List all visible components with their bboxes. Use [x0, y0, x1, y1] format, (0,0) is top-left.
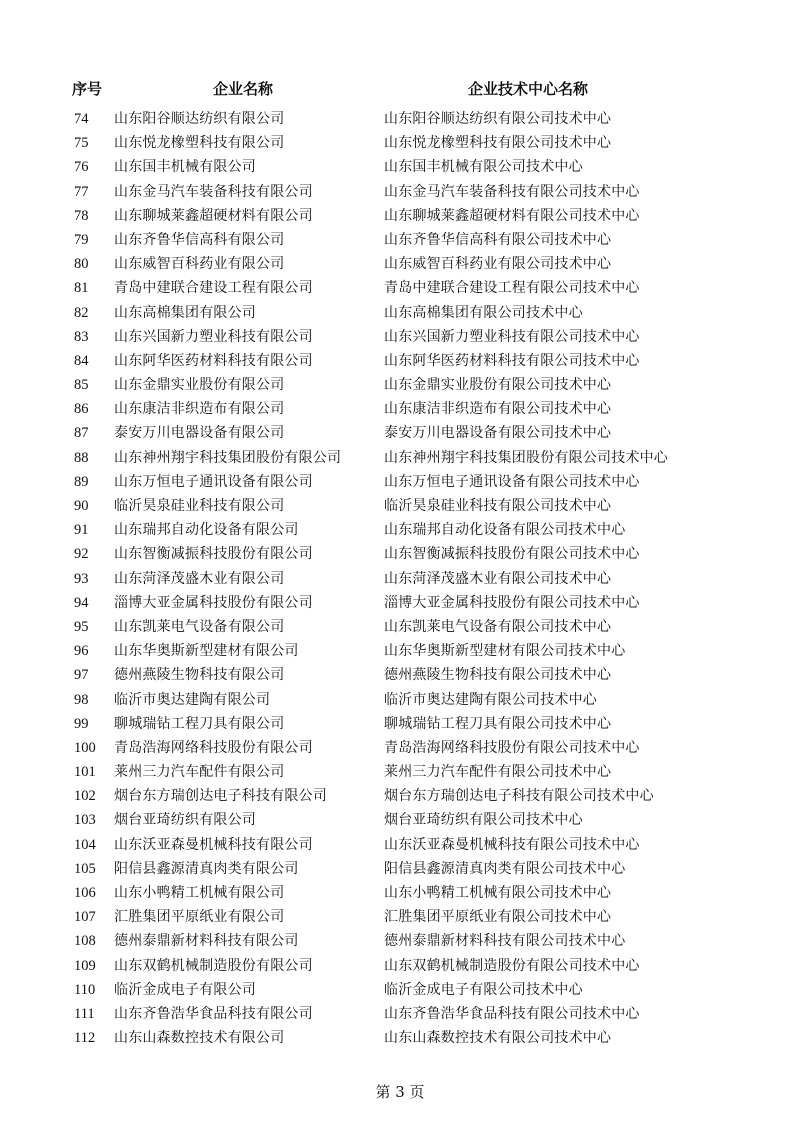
row-company-name: 烟台亚琦纺织有限公司	[114, 812, 256, 829]
table-row	[0, 712, 800, 736]
row-tech-center-name: 聊城瑞钻工程刀具有限公司技术中心	[384, 715, 612, 732]
table-row	[0, 397, 800, 421]
header-company-name: 企业名称	[213, 80, 274, 98]
table-row	[0, 325, 800, 349]
table-row	[0, 1002, 800, 1026]
row-company-name: 山东金马汽车装备科技有限公司	[114, 183, 313, 200]
row-tech-center-name: 临沂金成电子有限公司技术中心	[384, 981, 583, 998]
row-serial-number: 110	[74, 981, 96, 998]
row-serial-number: 84	[74, 352, 89, 369]
row-tech-center-name: 山东华奥斯新型建材有限公司技术中心	[384, 643, 626, 660]
row-tech-center-name: 临沂市奥达建陶有限公司技术中心	[384, 691, 597, 708]
row-tech-center-name: 山东悦龙橡塑科技有限公司技术中心	[384, 135, 612, 152]
row-tech-center-name: 汇胜集团平原纸业有限公司技术中心	[384, 909, 612, 926]
row-serial-number: 95	[74, 618, 89, 635]
table-row	[0, 494, 800, 518]
table-row	[0, 252, 800, 276]
row-company-name: 淄博大亚金属科技股份有限公司	[114, 594, 313, 611]
table-row	[0, 954, 800, 978]
row-serial-number: 79	[74, 231, 89, 248]
row-tech-center-name: 山东兴国新力塑业科技有限公司技术中心	[384, 328, 640, 345]
row-tech-center-name: 山东康洁非织造布有限公司技术中心	[384, 401, 612, 418]
table-header	[0, 78, 800, 102]
row-company-name: 山东康洁非织造布有限公司	[114, 401, 285, 418]
table-row	[0, 760, 800, 784]
row-serial-number: 98	[74, 691, 89, 708]
row-serial-number: 106	[74, 885, 96, 901]
row-company-name: 山东国丰机械有限公司	[114, 159, 256, 176]
row-company-name: 聊城瑞钻工程刀具有限公司	[114, 715, 285, 732]
header-serial-number: 序号	[72, 80, 103, 98]
row-company-name: 山东菏泽茂盛木业有限公司	[114, 570, 285, 587]
row-serial-number: 81	[74, 280, 89, 297]
row-company-name: 山东阿华医药材料科技有限公司	[114, 352, 313, 369]
row-company-name: 山东威智百科药业有限公司	[114, 256, 285, 273]
page-number: 第 3 页	[375, 1083, 425, 1101]
table-row	[0, 446, 800, 470]
row-serial-number: 82	[74, 304, 89, 321]
table-row	[0, 518, 800, 542]
table-row	[0, 470, 800, 494]
table-row	[0, 373, 800, 397]
row-tech-center-name: 山东小鸭精工机械有限公司技术中心	[384, 885, 612, 901]
row-company-name: 山东金鼎实业股份有限公司	[114, 377, 285, 394]
row-tech-center-name: 阳信县鑫源清真肉类有限公司技术中心	[384, 860, 626, 877]
table-row	[0, 615, 800, 639]
row-tech-center-name: 山东齐鲁华信高科有限公司技术中心	[384, 231, 612, 248]
row-serial-number: 75	[74, 135, 89, 152]
row-serial-number: 93	[74, 570, 89, 587]
table-row	[0, 663, 800, 687]
row-serial-number: 88	[74, 449, 89, 466]
row-tech-center-name: 山东神州翔宇科技集团股份有限公司技术中心	[384, 449, 668, 466]
row-serial-number: 78	[74, 207, 89, 224]
row-tech-center-name: 山东聊城莱鑫超硬材料有限公司技术中心	[384, 207, 640, 224]
row-serial-number: 87	[74, 425, 89, 442]
row-company-name: 山东沃亚森曼机械科技有限公司	[114, 836, 313, 853]
row-tech-center-name: 山东国丰机械有限公司技术中心	[384, 159, 583, 176]
table-row	[0, 784, 800, 808]
row-tech-center-name: 山东双鹤机械制造股份有限公司技术中心	[384, 957, 640, 974]
row-company-name: 山东聊城莱鑫超硬材料有限公司	[114, 207, 313, 224]
row-company-name: 山东神州翔宇科技集团股份有限公司	[114, 449, 342, 466]
row-tech-center-name: 山东金鼎实业股份有限公司技术中心	[384, 377, 612, 394]
row-serial-number: 102	[74, 788, 96, 805]
row-tech-center-name: 莱州三力汽车配件有限公司技术中心	[384, 764, 612, 781]
row-company-name: 山东万恒电子通讯设备有限公司	[114, 473, 313, 490]
table-row	[0, 808, 800, 832]
table-row	[0, 905, 800, 929]
row-company-name: 青岛中建联合建设工程有限公司	[114, 280, 313, 297]
row-tech-center-name: 山东凯莱电气设备有限公司技术中心	[384, 618, 612, 635]
row-serial-number: 101	[74, 764, 96, 781]
row-tech-center-name: 泰安万川电器设备有限公司技术中心	[384, 425, 612, 442]
row-company-name: 泰安万川电器设备有限公司	[114, 425, 285, 442]
row-serial-number: 74	[74, 111, 89, 127]
table-row	[0, 881, 800, 905]
row-company-name: 汇胜集团平原纸业有限公司	[114, 909, 285, 926]
row-tech-center-name: 烟台亚琦纺织有限公司技术中心	[384, 812, 583, 829]
row-tech-center-name: 青岛浩海网络科技股份有限公司技术中心	[384, 739, 640, 756]
row-company-name: 临沂金成电子有限公司	[114, 981, 256, 998]
row-tech-center-name: 山东智衡减振科技股份有限公司技术中心	[384, 546, 640, 563]
row-tech-center-name: 淄博大亚金属科技股份有限公司技术中心	[384, 594, 640, 611]
row-company-name: 德州燕陵生物科技有限公司	[114, 667, 285, 684]
row-company-name: 莱州三力汽车配件有限公司	[114, 764, 285, 781]
table-row	[0, 180, 800, 204]
row-company-name: 山东悦龙橡塑科技有限公司	[114, 135, 285, 152]
row-tech-center-name: 临沂昊泉硅业科技有限公司技术中心	[384, 498, 612, 514]
row-serial-number: 111	[74, 1005, 95, 1022]
row-serial-number: 91	[74, 522, 89, 539]
row-tech-center-name: 烟台东方瑞创达电子科技有限公司技术中心	[384, 788, 654, 805]
row-company-name: 青岛浩海网络科技股份有限公司	[114, 739, 313, 756]
row-tech-center-name: 山东菏泽茂盛木业有限公司技术中心	[384, 570, 612, 587]
row-company-name: 山东阳谷顺达纺织有限公司	[114, 111, 285, 127]
row-serial-number: 97	[74, 667, 89, 684]
row-serial-number: 76	[74, 159, 89, 176]
row-serial-number: 103	[74, 812, 96, 829]
row-company-name: 山东双鹤机械制造股份有限公司	[114, 957, 313, 974]
table-row	[0, 155, 800, 179]
table-row	[0, 542, 800, 566]
row-serial-number: 105	[74, 860, 96, 877]
table-row	[0, 833, 800, 857]
row-tech-center-name: 山东沃亚森曼机械科技有限公司技术中心	[384, 836, 640, 853]
row-serial-number: 104	[74, 836, 96, 853]
table-row	[0, 736, 800, 760]
row-tech-center-name: 德州泰鼎新材料科技有限公司技术中心	[384, 933, 626, 950]
row-serial-number: 100	[74, 739, 96, 756]
row-company-name: 德州泰鼎新材料科技有限公司	[114, 933, 299, 950]
table-row	[0, 591, 800, 615]
row-company-name: 山东凯莱电气设备有限公司	[114, 618, 285, 635]
row-tech-center-name: 山东金马汽车装备科技有限公司技术中心	[384, 183, 640, 200]
row-company-name: 山东山森数控技术有限公司	[114, 1030, 285, 1047]
row-tech-center-name: 德州燕陵生物科技有限公司技术中心	[384, 667, 612, 684]
row-tech-center-name: 山东万恒电子通讯设备有限公司技术中心	[384, 473, 640, 490]
table-row	[0, 1026, 800, 1050]
row-serial-number: 107	[74, 909, 96, 926]
row-company-name: 烟台东方瑞创达电子科技有限公司	[114, 788, 327, 805]
row-tech-center-name: 山东威智百科药业有限公司技术中心	[384, 256, 612, 273]
row-company-name: 临沂市奥达建陶有限公司	[114, 691, 271, 708]
row-serial-number: 77	[74, 183, 89, 200]
row-company-name: 山东华奥斯新型建材有限公司	[114, 643, 299, 660]
table-row	[0, 978, 800, 1002]
row-company-name: 山东高棉集团有限公司	[114, 304, 256, 321]
row-serial-number: 94	[74, 594, 89, 611]
row-serial-number: 90	[74, 498, 89, 514]
table-row	[0, 567, 800, 591]
row-serial-number: 89	[74, 473, 89, 490]
row-tech-center-name: 山东齐鲁浩华食品科技有限公司技术中心	[384, 1005, 640, 1022]
row-company-name: 阳信县鑫源清真肉类有限公司	[114, 860, 299, 877]
header-tech-center-name: 企业技术中心名称	[468, 80, 589, 98]
row-serial-number: 85	[74, 377, 89, 394]
row-serial-number: 96	[74, 643, 89, 660]
row-serial-number: 99	[74, 715, 89, 732]
row-company-name: 山东瑞邦自动化设备有限公司	[114, 522, 299, 539]
row-company-name: 山东齐鲁华信高科有限公司	[114, 231, 285, 248]
table-row	[0, 301, 800, 325]
row-company-name: 山东兴国新力塑业科技有限公司	[114, 328, 313, 345]
row-tech-center-name: 山东瑞邦自动化设备有限公司技术中心	[384, 522, 626, 539]
row-tech-center-name: 山东山森数控技术有限公司技术中心	[384, 1030, 612, 1047]
row-serial-number: 83	[74, 328, 89, 345]
row-serial-number: 80	[74, 256, 89, 273]
table-body	[0, 107, 800, 1050]
table-row	[0, 276, 800, 300]
row-serial-number: 86	[74, 401, 89, 418]
row-serial-number: 92	[74, 546, 89, 563]
table-row	[0, 228, 800, 252]
row-tech-center-name: 山东高棉集团有限公司技术中心	[384, 304, 583, 321]
table-row	[0, 639, 800, 663]
table-row	[0, 204, 800, 228]
row-serial-number: 108	[74, 933, 96, 950]
table-row	[0, 349, 800, 373]
row-company-name: 山东小鸭精工机械有限公司	[114, 885, 285, 901]
table-row	[0, 857, 800, 881]
table-row	[0, 131, 800, 155]
table-row	[0, 688, 800, 712]
row-serial-number: 109	[74, 957, 96, 974]
row-company-name: 临沂昊泉硅业科技有限公司	[114, 498, 285, 514]
row-tech-center-name: 山东阿华医药材料科技有限公司技术中心	[384, 352, 640, 369]
row-serial-number: 112	[74, 1030, 96, 1047]
row-company-name: 山东齐鲁浩华食品科技有限公司	[114, 1005, 313, 1022]
row-company-name: 山东智衡减振科技股份有限公司	[114, 546, 313, 563]
table-row	[0, 929, 800, 953]
table-row	[0, 107, 800, 131]
row-tech-center-name: 山东阳谷顺达纺织有限公司技术中心	[384, 111, 612, 127]
table-row	[0, 421, 800, 445]
row-tech-center-name: 青岛中建联合建设工程有限公司技术中心	[384, 280, 640, 297]
